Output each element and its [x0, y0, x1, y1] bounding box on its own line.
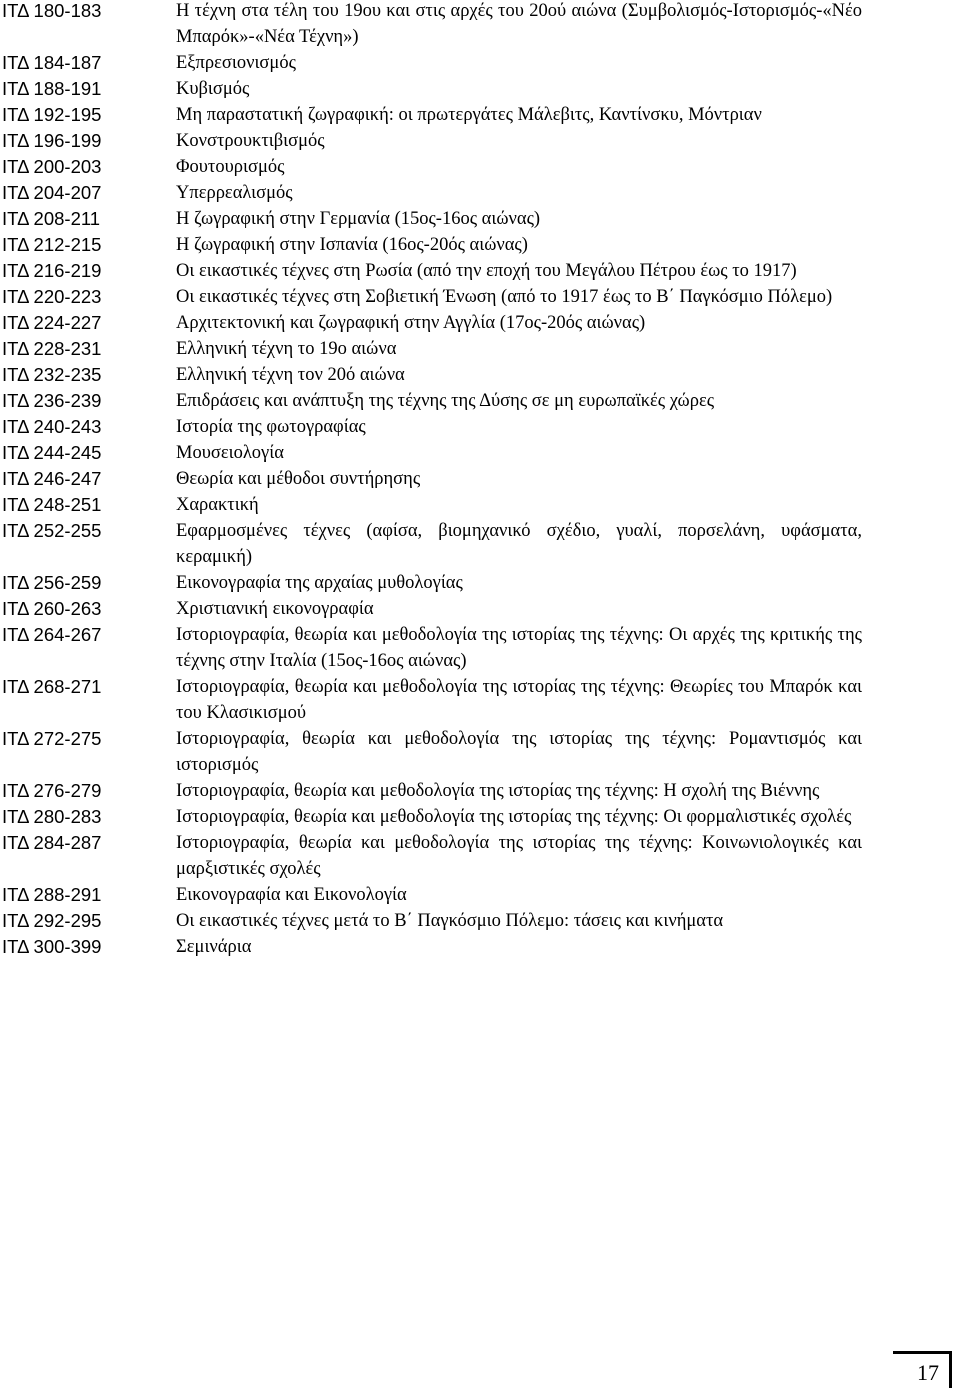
course-code: ΙΤΔ 252-255 — [2, 520, 102, 541]
course-title: Υπερρεαλισμός — [176, 183, 293, 203]
course-row — [2, 310, 862, 336]
course-row — [2, 76, 862, 102]
course-code: ΙΤΔ 276-279 — [2, 780, 102, 801]
course-title: Ελληνική τέχνη τον 20ό αιώνα — [176, 365, 405, 385]
course-code: ΙΤΔ 246-247 — [2, 468, 102, 489]
course-title: Εικονογραφία της αρχαίας μυθολογίας — [176, 573, 463, 593]
course-title: Χαρακτική — [176, 495, 259, 515]
course-title: Μη παραστατική ζωγραφική: οι πρωτεργάτες Μάλεβιτς, Καντίνσκυ, Μόντριαν — [176, 105, 762, 125]
course-row — [2, 830, 862, 882]
course-title: Ιστοριογραφία, θεωρία και μεθοδολογία της ιστορίας της τέχνης: Θεωρίες του Μπαρόκ και του Κλασικισμού — [176, 677, 862, 723]
course-title: Αρχιτεκτονική και ζωγραφική στην Αγγλία (17ος-20ός αιώνας) — [176, 313, 646, 333]
course-code: ΙΤΔ 280-283 — [2, 806, 102, 827]
course-row — [2, 128, 862, 154]
course-code: ΙΤΔ 236-239 — [2, 390, 102, 411]
course-row — [2, 414, 862, 440]
course-title: Ιστοριογραφία, θεωρία και μεθοδολογία της ιστορίας της τέχνης: Κοινωνιολογικές και μαρξιστικές σχολές — [176, 833, 862, 879]
course-row — [2, 778, 862, 804]
course-code: ΙΤΔ 208-211 — [2, 208, 101, 229]
course-title: Ιστοριογραφία, θεωρία και μεθοδολογία της ιστορίας της τέχνης: Η σχολή της Βιέννης — [176, 781, 820, 801]
course-row — [2, 726, 862, 778]
course-title: Η τέχνη στα τέλη του 19ου και στις αρχές του 20ού αιώνα (Συμβολισμός-Ιστορισμός-«Νέο Μπαρόκ»-«Νέα Τέχνη») — [176, 1, 862, 47]
course-title: Φουτουρισμός — [176, 157, 285, 177]
course-code: ΙΤΔ 300-399 — [2, 936, 102, 957]
course-row — [2, 154, 862, 180]
course-code: ΙΤΔ 200-203 — [2, 156, 102, 177]
course-row — [2, 232, 862, 258]
page-number-box — [893, 1351, 952, 1388]
course-title: Ιστοριογραφία, θεωρία και μεθοδολογία της ιστορίας της τέχνης: Οι αρχές της κριτικής της τέχνης στην Ιταλία (15ος-16ος αιώνας) — [176, 625, 862, 671]
course-title: Η ζωγραφική στην Ισπανία (16ος-20ός αιώνας) — [176, 235, 528, 255]
course-row — [2, 102, 862, 128]
course-title: Εικονογραφία και Εικονολογία — [176, 885, 407, 905]
course-row — [2, 388, 862, 414]
course-row — [2, 934, 862, 960]
course-code: ΙΤΔ 184-187 — [2, 52, 102, 73]
course-row — [2, 908, 862, 934]
course-title: Κονστρουκτιβισμός — [176, 131, 325, 151]
course-row — [2, 258, 862, 284]
course-title: Οι εικαστικές τέχνες μετά το Β΄ Παγκόσμιο Πόλεμο: τάσεις και κινήματα — [176, 911, 724, 931]
course-title: Κυβισμός — [176, 79, 250, 99]
course-title: Ιστοριογραφία, θεωρία και μεθοδολογία της ιστορίας της τέχνης: Οι φορμαλιστικές σχολές — [176, 807, 852, 827]
course-row — [2, 0, 862, 50]
course-row — [2, 284, 862, 310]
course-row — [2, 518, 862, 570]
course-code: ΙΤΔ 192-195 — [2, 104, 102, 125]
course-title: Οι εικαστικές τέχνες στη Ρωσία (από την εποχή του Μεγάλου Πέτρου έως το 1917) — [176, 261, 797, 281]
course-row — [2, 492, 862, 518]
course-code: ΙΤΔ 244-245 — [2, 442, 102, 463]
course-code: ΙΤΔ 228-231 — [2, 338, 102, 359]
page-number: 17 — [917, 1360, 939, 1385]
course-row — [2, 362, 862, 388]
course-code: ΙΤΔ 188-191 — [2, 78, 102, 99]
course-code: ΙΤΔ 256-259 — [2, 572, 102, 593]
course-row — [2, 50, 862, 76]
course-code: ΙΤΔ 260-263 — [2, 598, 102, 619]
course-code: ΙΤΔ 288-291 — [2, 884, 102, 905]
course-row — [2, 596, 862, 622]
course-title: Χριστιανική εικονογραφία — [176, 599, 374, 619]
course-row — [2, 570, 862, 596]
course-code: ΙΤΔ 180-183 — [2, 0, 102, 21]
course-title: Ιστορία της φωτογραφίας — [176, 417, 366, 437]
course-row — [2, 206, 862, 232]
course-code: ΙΤΔ 220-223 — [2, 286, 102, 307]
course-row — [2, 440, 862, 466]
course-code: ΙΤΔ 264-267 — [2, 624, 102, 645]
course-title: Η ζωγραφική στην Γερμανία (15ος-16ος αιώνας) — [176, 209, 541, 229]
course-title: Εφαρμοσμένες τέχνες (αφίσα, βιομηχανικό σχέδιο, γυαλί, πορσελάνη, υφάσματα, κεραμική) — [176, 521, 862, 567]
course-row — [2, 336, 862, 362]
course-list — [2, 0, 862, 960]
course-title: Ιστοριογραφία, θεωρία και μεθοδολογία της ιστορίας της τέχνης: Ρομαντισμός και ιστορισμός — [176, 729, 862, 775]
course-title: Επιδράσεις και ανάπτυξη της τέχνης της Δύσης σε μη ευρωπαϊκές χώρες — [176, 391, 715, 411]
course-row — [2, 466, 862, 492]
course-code: ΙΤΔ 248-251 — [2, 494, 102, 515]
course-code: ΙΤΔ 204-207 — [2, 182, 102, 203]
course-row — [2, 882, 862, 908]
course-title: Σεμινάρια — [176, 937, 252, 957]
course-code: ΙΤΔ 212-215 — [2, 234, 102, 255]
course-code: ΙΤΔ 268-271 — [2, 676, 102, 697]
course-code: ΙΤΔ 292-295 — [2, 910, 102, 931]
course-code: ΙΤΔ 196-199 — [2, 130, 102, 151]
course-code: ΙΤΔ 232-235 — [2, 364, 102, 385]
course-row — [2, 180, 862, 206]
course-code: ΙΤΔ 224-227 — [2, 312, 102, 333]
course-title: Ελληνική τέχνη το 19ο αιώνα — [176, 339, 397, 359]
course-code: ΙΤΔ 240-243 — [2, 416, 102, 437]
course-code: ΙΤΔ 216-219 — [2, 260, 102, 281]
course-code: ΙΤΔ 284-287 — [2, 832, 102, 853]
course-title: Εξπρεσιονισμός — [176, 53, 296, 73]
course-title: Θεωρία και μέθοδοι συντήρησης — [176, 469, 421, 489]
course-row — [2, 804, 862, 830]
course-title: Μουσειολογία — [176, 443, 284, 463]
course-row — [2, 622, 862, 674]
course-row — [2, 674, 862, 726]
course-code: ΙΤΔ 272-275 — [2, 728, 102, 749]
course-title: Οι εικαστικές τέχνες στη Σοβιετική Ένωση (από το 1917 έως το Β΄ Παγκόσμιο Πόλεμο) — [176, 287, 833, 307]
